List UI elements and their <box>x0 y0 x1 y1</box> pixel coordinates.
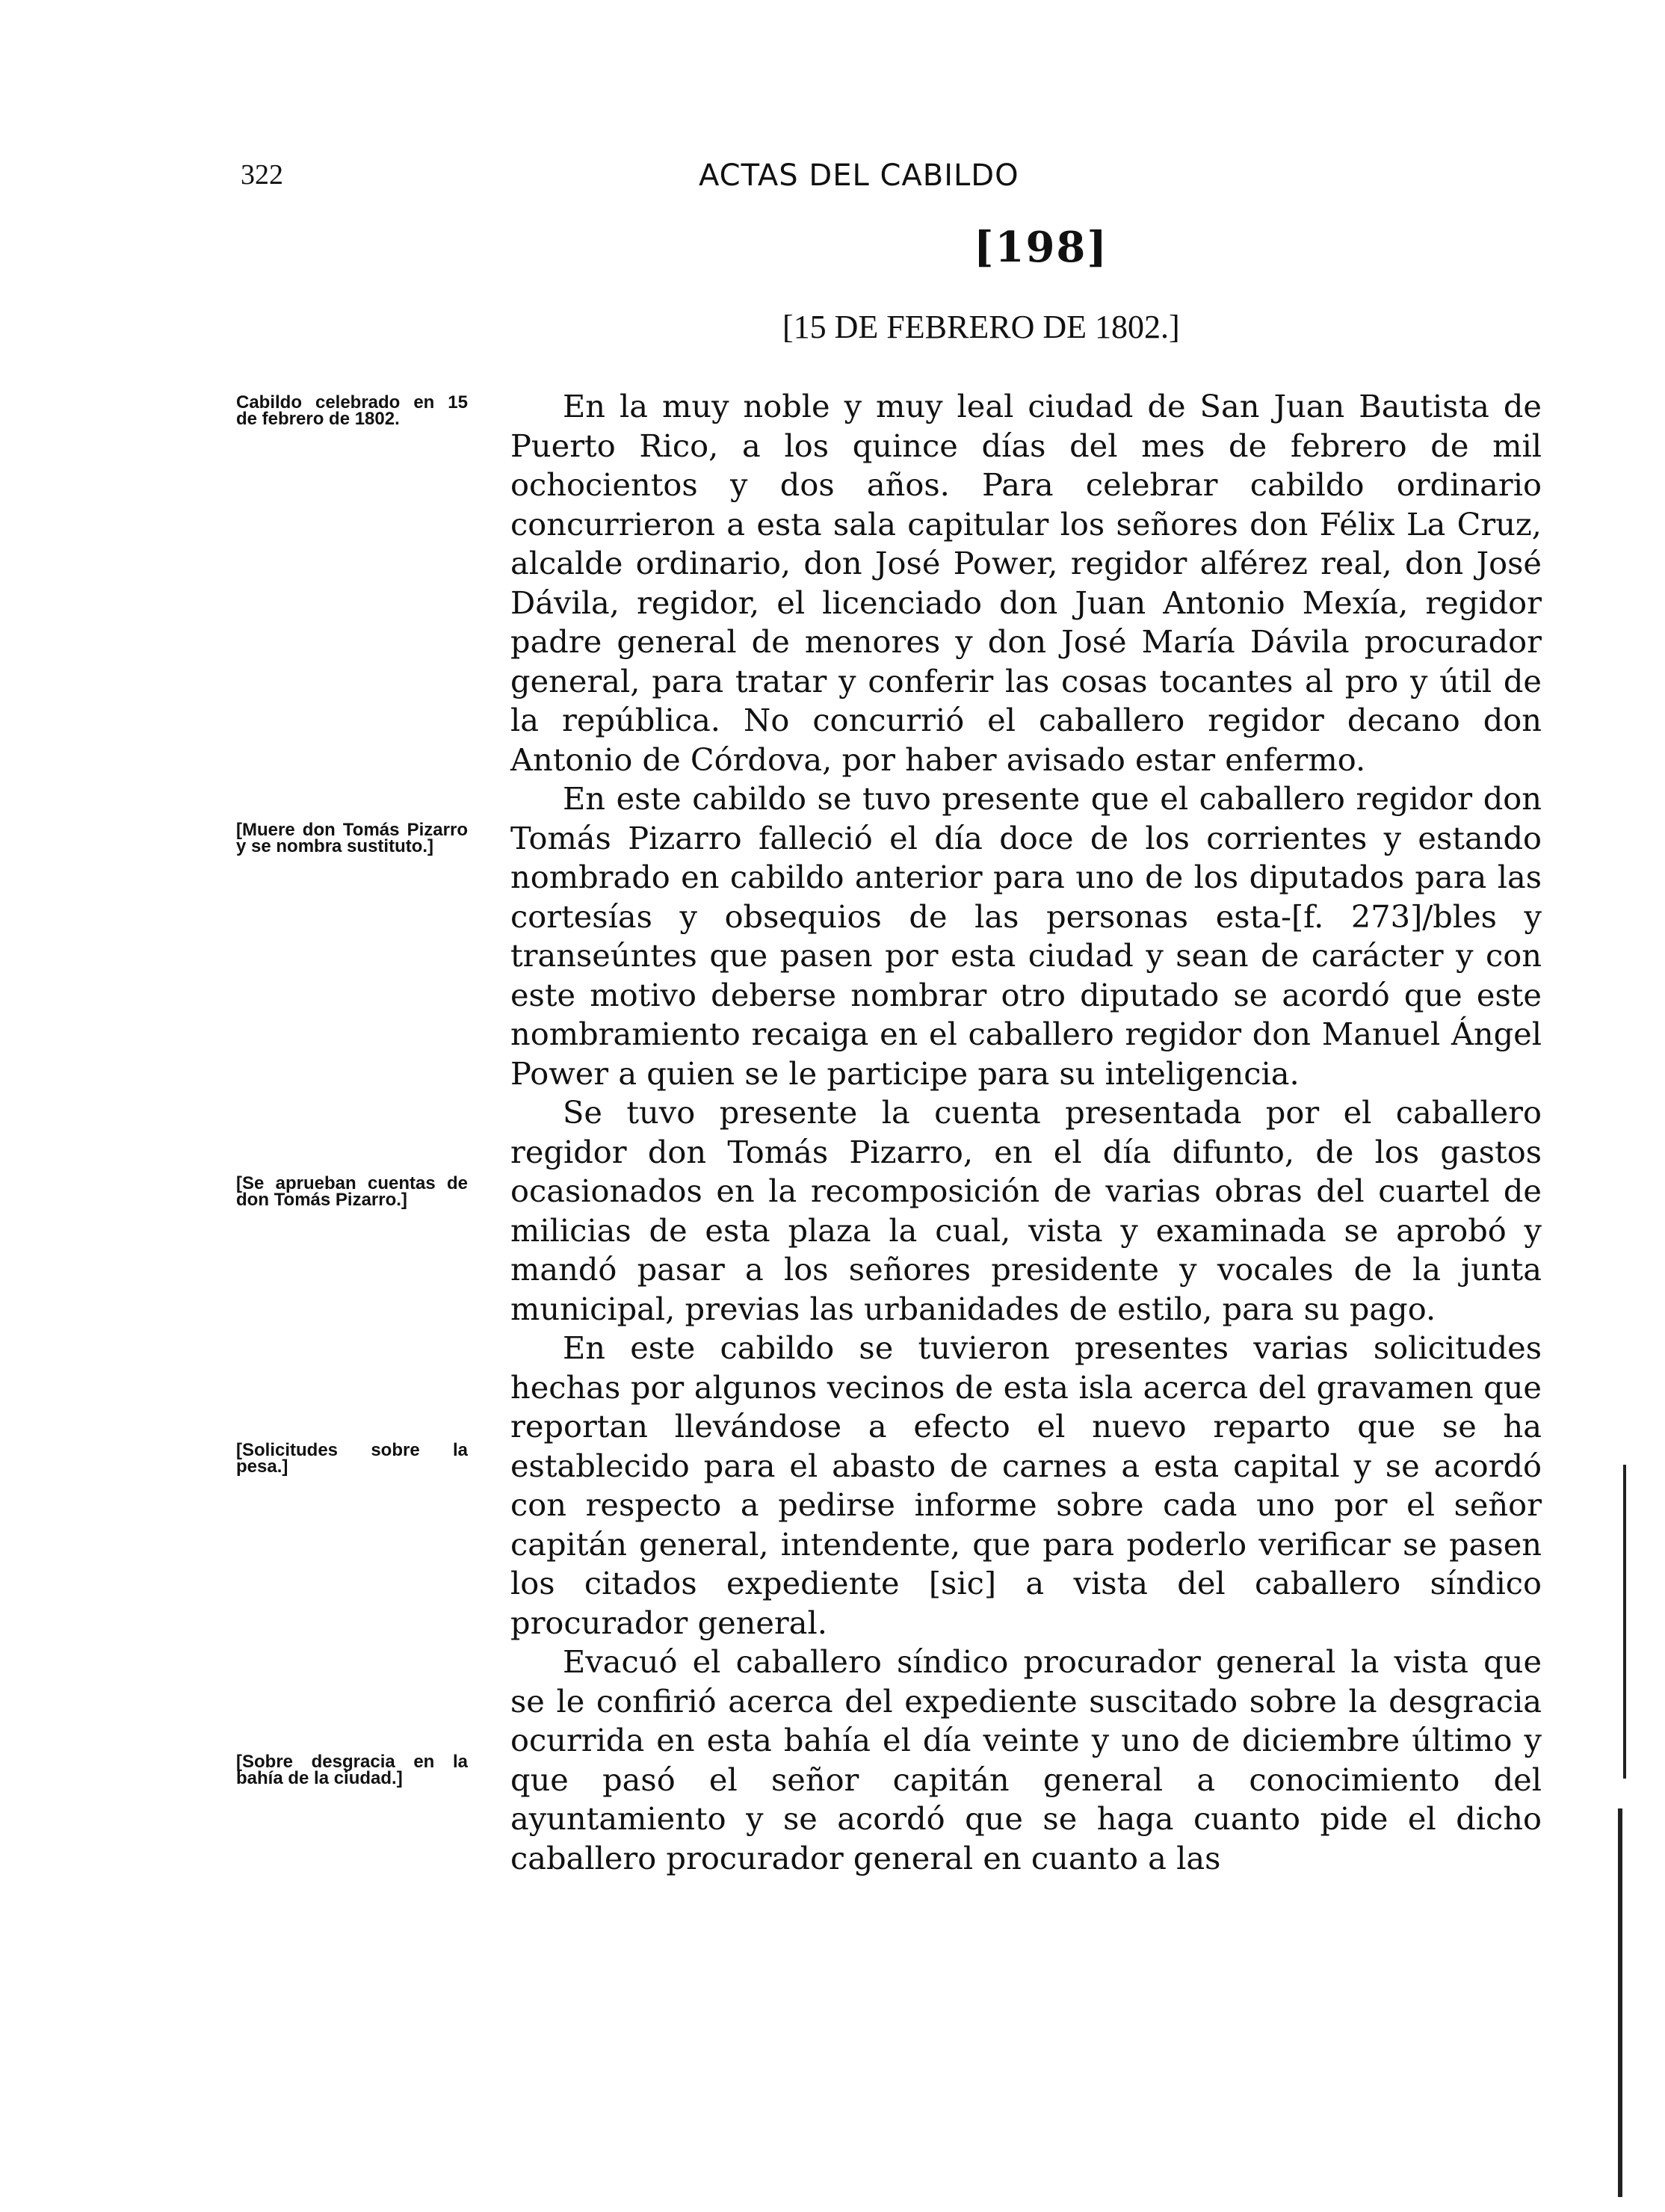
paragraph-accounts: Se tuvo presente la cuenta presentada por el caballero regidor don Tomás Pizarro, en el día difunto, de los gastos ocasionados en la recomposición de varias obras del cuartel de milicias de esta plaza la cual, vista y examinada se aprobó y mandó pasar a los señores presidente y vocales de la junta municipal, previas las urbanidades de estilo, para su pago. <box>510 1094 1542 1327</box>
paragraph-pizarro-death: En este cabildo se tuvo presente que el caballero regidor don Tomás Pizarro falleció el día doce de los corrientes y estando nombrado en cabildo anterior para uno de los diputados para las cortesías y obsequios de las personas esta-[f. 273]/bles y transeúntes que pasen por esta ciudad y sean de carácter y con este motivo deberse nombrar otro diputado se acordó que este nombramiento recaiga en el caballero regidor don Manuel Ángel Power a quien se le participe para su inteligencia. <box>510 780 1542 1092</box>
margin-note-bay: [Sobre desgracia en la bahía de la ciudad.] <box>236 1752 468 1788</box>
scan-edge-mark-lower <box>1618 1808 1622 2197</box>
act-number: [198] <box>974 223 1108 272</box>
margin-note-session: Cabildo celebrado en 15 de febrero de 1802. <box>236 392 468 429</box>
margin-note-accounts: [Se aprueban cuentas de don Tomás Pizarro.] <box>236 1173 468 1210</box>
page-number: 322 <box>241 159 283 191</box>
paragraph-bay-incident: Evacuó el caballero síndico procurador general la vista que se le confirió acerca del expediente suscitado sobre la desgracia ocurrida en esta bahía el día veinte y uno de diciembre último y que pasó el señor capitán general a conocimiento del ayuntamiento y se acordó que se haga cuanto pide el dicho caballero procurador general en cuanto a las <box>510 1643 1542 1876</box>
margin-note-pesa: [Solicitudes sobre la pesa.] <box>236 1440 468 1477</box>
paragraph-session-opening: En la muy noble y muy leal ciudad de San Juan Bautista de Puerto Rico, a los quince días del mes de febrero de mil ochocientos y dos años. Para celebrar cabildo ordinario concurrieron a esta sala capitular los señores don Félix La Cruz, alcalde ordinario, don José Power, regidor alférez real, don José Dávila, regidor, el licenciado don Juan Antonio Mexía, regidor padre general de menores y don José María Dávila procurador general, para tratar y conferir las cosas tocantes al pro y útil de la república. No concurrió el caballero regidor decano don Antonio de Córdova, por haber avisado estar enfermo. <box>510 388 1542 778</box>
act-date: [15 DE FEBRERO DE 1802.] <box>782 309 1180 345</box>
scan-edge-mark <box>1623 1465 1626 1779</box>
minutes-body <box>510 387 1542 1878</box>
paragraph-pesa-requests: En este cabildo se tuvieron presentes varias solicitudes hechas por algunos vecinos de esta isla acerca del gravamen que reportan llevándose a efecto el nuevo reparto que se ha establecido para el abasto de carnes a esta capital y se acordó con respecto a pedirse informe sobre cada uno por el señor capitán general, intendente, que para poderlo verificar se pasen los citados expediente [sic] a vista del caballero síndico procurador general. <box>510 1329 1542 1641</box>
running-title: ACTAS DEL CABILDO <box>699 158 1019 193</box>
margin-note-pizarro-death: [Muere don Tomás Pizarro y se nombra sustituto.] <box>236 820 468 856</box>
